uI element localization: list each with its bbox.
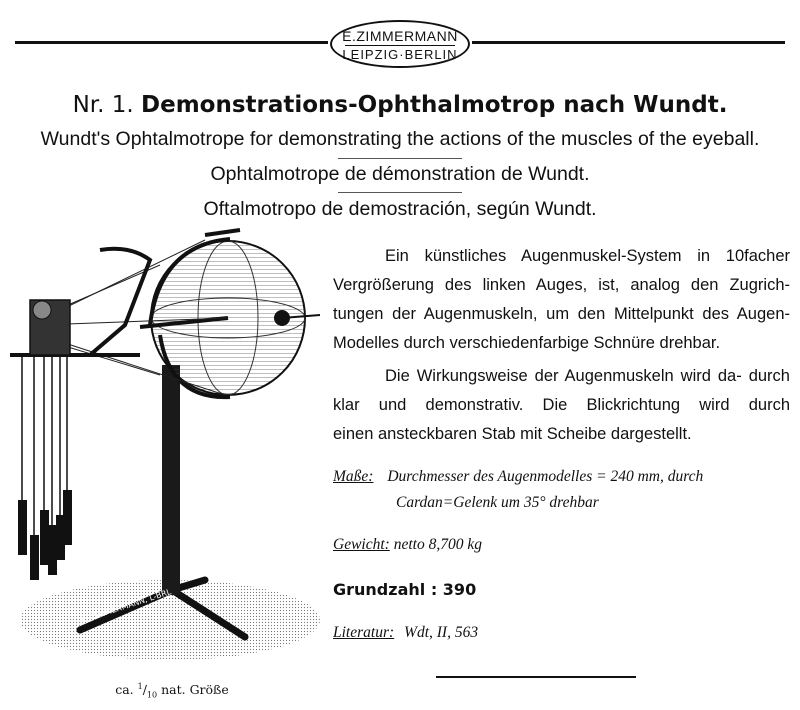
pulley-wheel xyxy=(33,301,51,319)
subtitle-english: Wundt's Ophtalmotrope for demonstrating the actions of the muscles of the eyeball. xyxy=(40,128,760,150)
stand-column xyxy=(162,365,180,595)
literature-spec xyxy=(333,624,478,642)
description-paragraph-2 xyxy=(333,362,790,449)
description-paragraph-1 xyxy=(333,242,790,358)
p2-line-2: durch klar und demonstrativ. Die Blickrichtung wird durch xyxy=(333,367,790,414)
hanging-weights xyxy=(18,355,72,580)
ophthalmotrope-illustration xyxy=(0,225,330,675)
subtitle-french: Ophtalmotrope de démonstration de Wundt. xyxy=(210,163,590,185)
bottom-rule xyxy=(436,676,636,678)
dimensions-line-1: Durchmesser des Augenmodelles = 240 mm, durch xyxy=(387,468,704,485)
subtitle-spanish: Oftalmotropo de demostración, según Wundt. xyxy=(203,198,597,220)
base-number xyxy=(333,580,476,599)
caption-prefix: ca. xyxy=(115,682,134,698)
page-title xyxy=(0,92,800,118)
p1-line-4: Modelles durch verschiedenfarbige Schnüre drehbar. xyxy=(333,334,721,352)
caption-denominator: 10 xyxy=(146,690,158,700)
p2-line-3: einen ansteckbaren Stab mit Scheibe dargestellt. xyxy=(333,425,692,443)
literature-label: Literatur: xyxy=(333,624,395,641)
p1-line-1: Ein künstliches Augenmuskel-System in 10facher xyxy=(385,247,790,265)
p1-line-2: Vergrößerung des linken Auges, ist, analog den Zugrich- xyxy=(333,276,790,294)
base-number-label: Grundzahl : xyxy=(333,580,438,599)
title-name: Demonstrations-Ophthalmotrop nach Wundt. xyxy=(141,92,728,118)
brand-emblem xyxy=(330,20,470,68)
base-number-value: 390 xyxy=(442,580,477,599)
weight-label: Gewicht: xyxy=(333,536,390,553)
header-rule-left xyxy=(15,41,328,44)
weight-spec xyxy=(333,536,482,554)
maker-plate: E. ZIMMERMANN, L-BRL xyxy=(79,587,173,625)
brand-separator xyxy=(345,45,455,46)
caption-numerator: 1 xyxy=(137,682,143,691)
dimensions-spec-cont: Cardan=Gelenk um 35° drehbar xyxy=(396,494,599,511)
figure-caption: ca. $^1/_{10}$ nat. Größe xyxy=(115,682,229,700)
weight-value: netto 8,700 kg xyxy=(393,536,482,553)
p2-line-1: Die Wirkungsweise der Augenmuskeln wird da- xyxy=(385,367,742,385)
p1-line-3: tungen der Augenmuskeln, um den Mittelpunkt des Augen- xyxy=(333,305,790,323)
subtitle-divider-2 xyxy=(338,192,462,193)
dimensions-spec xyxy=(333,468,703,486)
subtitle-divider-1 xyxy=(338,158,462,159)
title-number: Nr. 1. xyxy=(72,92,134,118)
header-rule-right xyxy=(472,41,785,44)
brand-cities: LEIPZIG·BERLIN xyxy=(342,47,458,62)
dimensions-label: Maße: xyxy=(333,468,374,485)
literature-value: Wdt, II, 563 xyxy=(404,624,479,641)
caption-suffix: nat. Größe xyxy=(161,682,229,698)
brand-name: E.ZIMMERMANN xyxy=(342,28,458,44)
